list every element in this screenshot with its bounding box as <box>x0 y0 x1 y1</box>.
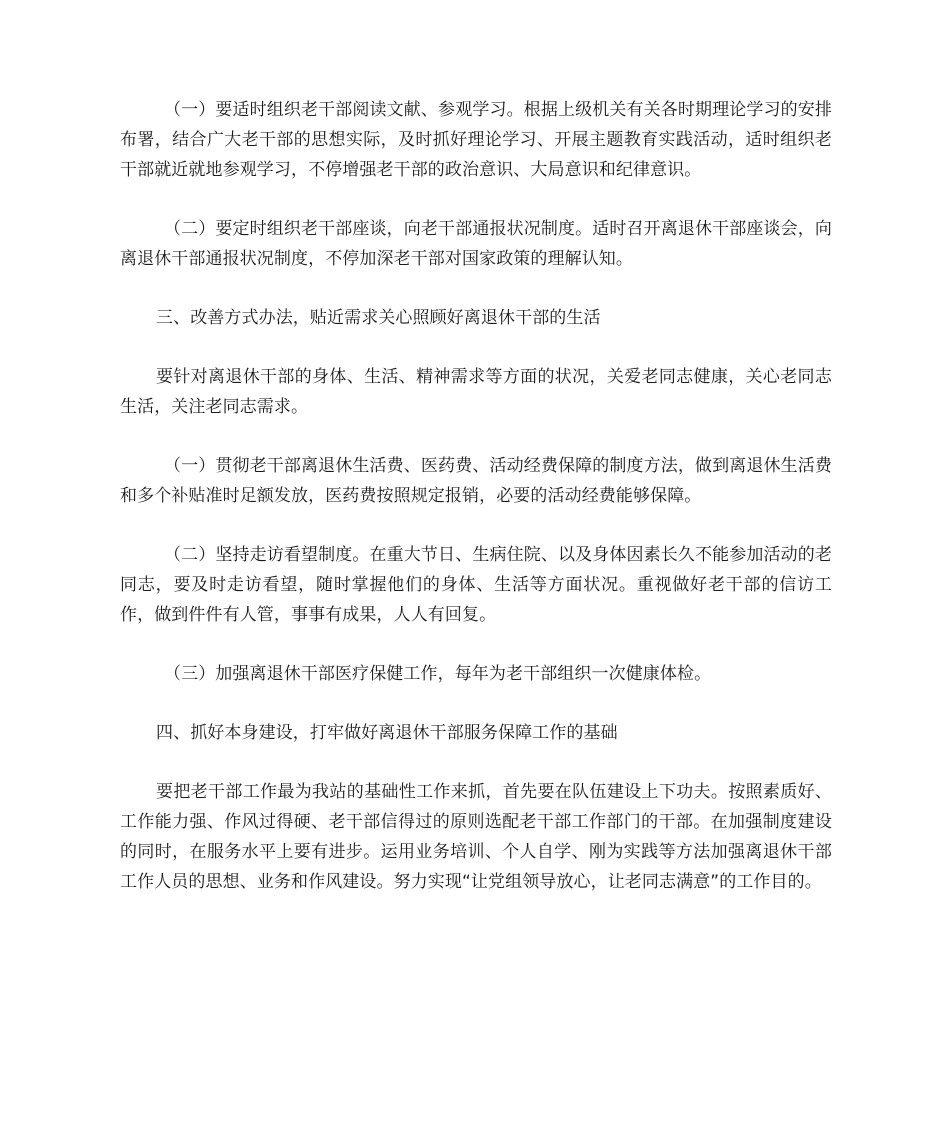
section-heading-4: 四、抓好本身建设，打牢做好离退休干部服务保障工作的基础 <box>156 723 618 743</box>
paragraph-visits: （二）坚持走访看望制度。在重大节日、生病住院、以及身体因素长久不能参加活动的老同志，要及时走访看望，随时掌握他们的身体、生活等方面状况。重视做好老干部的信访工作，做到件件有人管，事事有成果，人人有回复。 <box>120 545 832 625</box>
document-body <box>120 95 832 926</box>
paragraph-living-expenses: （一）贯彻老干部离退休生活费、医药费、活动经费保障的制度方法，做到离退休生活费和多个补贴准时足额发放，医药费按照规定报销，必要的活动经费能够保障。 <box>120 456 832 506</box>
paragraph-care-needs: 要针对离退休干部的身体、生活、精神需求等方面的状况，关爱老同志健康，关心老同志生活，关注老同志需求。 <box>120 367 832 417</box>
paragraph-forums: （二）要定时组织老干部座谈，向老干部通报状况制度。适时召开离退休干部座谈会，向离退休干部通报状况制度，不停加深老干部对国家政策的理解认知。 <box>120 219 832 269</box>
paragraph-health-checkup: （三）加强离退休干部医疗保健工作，每年为老干部组织一次健康体检。 <box>164 664 712 684</box>
paragraph-study-visits: （一）要适时组织老干部阅读文献、参观学习。根据上级机关有关各时期理论学习的安排布署，结合广大老干部的思想实际，及时抓好理论学习、开展主题教育实践活动，适时组织老干部就近就地参观学习，不停增强老干部的政治意识、大局意识和纪律意识。 <box>120 100 832 180</box>
paragraph-team-building: 要把老干部工作最为我站的基础性工作来抓，首先要在队伍建设上下功夫。按照素质好、工作能力强、作风过得硬、老干部信得过的原则选配老干部工作部门的干部。在加强制度建设的同时，在服务水平上要有进步。运用业务培训、个人自学、刚为实践等方法加强离退休干部工作人员的思想、业务和作风建设。努力实现“让党组领导放心，让老同志满意”的工作目的。 <box>120 782 832 892</box>
section-heading-3: 三、改善方式办法，贴近需求关心照顾好离退休干部的生活 <box>156 308 601 328</box>
